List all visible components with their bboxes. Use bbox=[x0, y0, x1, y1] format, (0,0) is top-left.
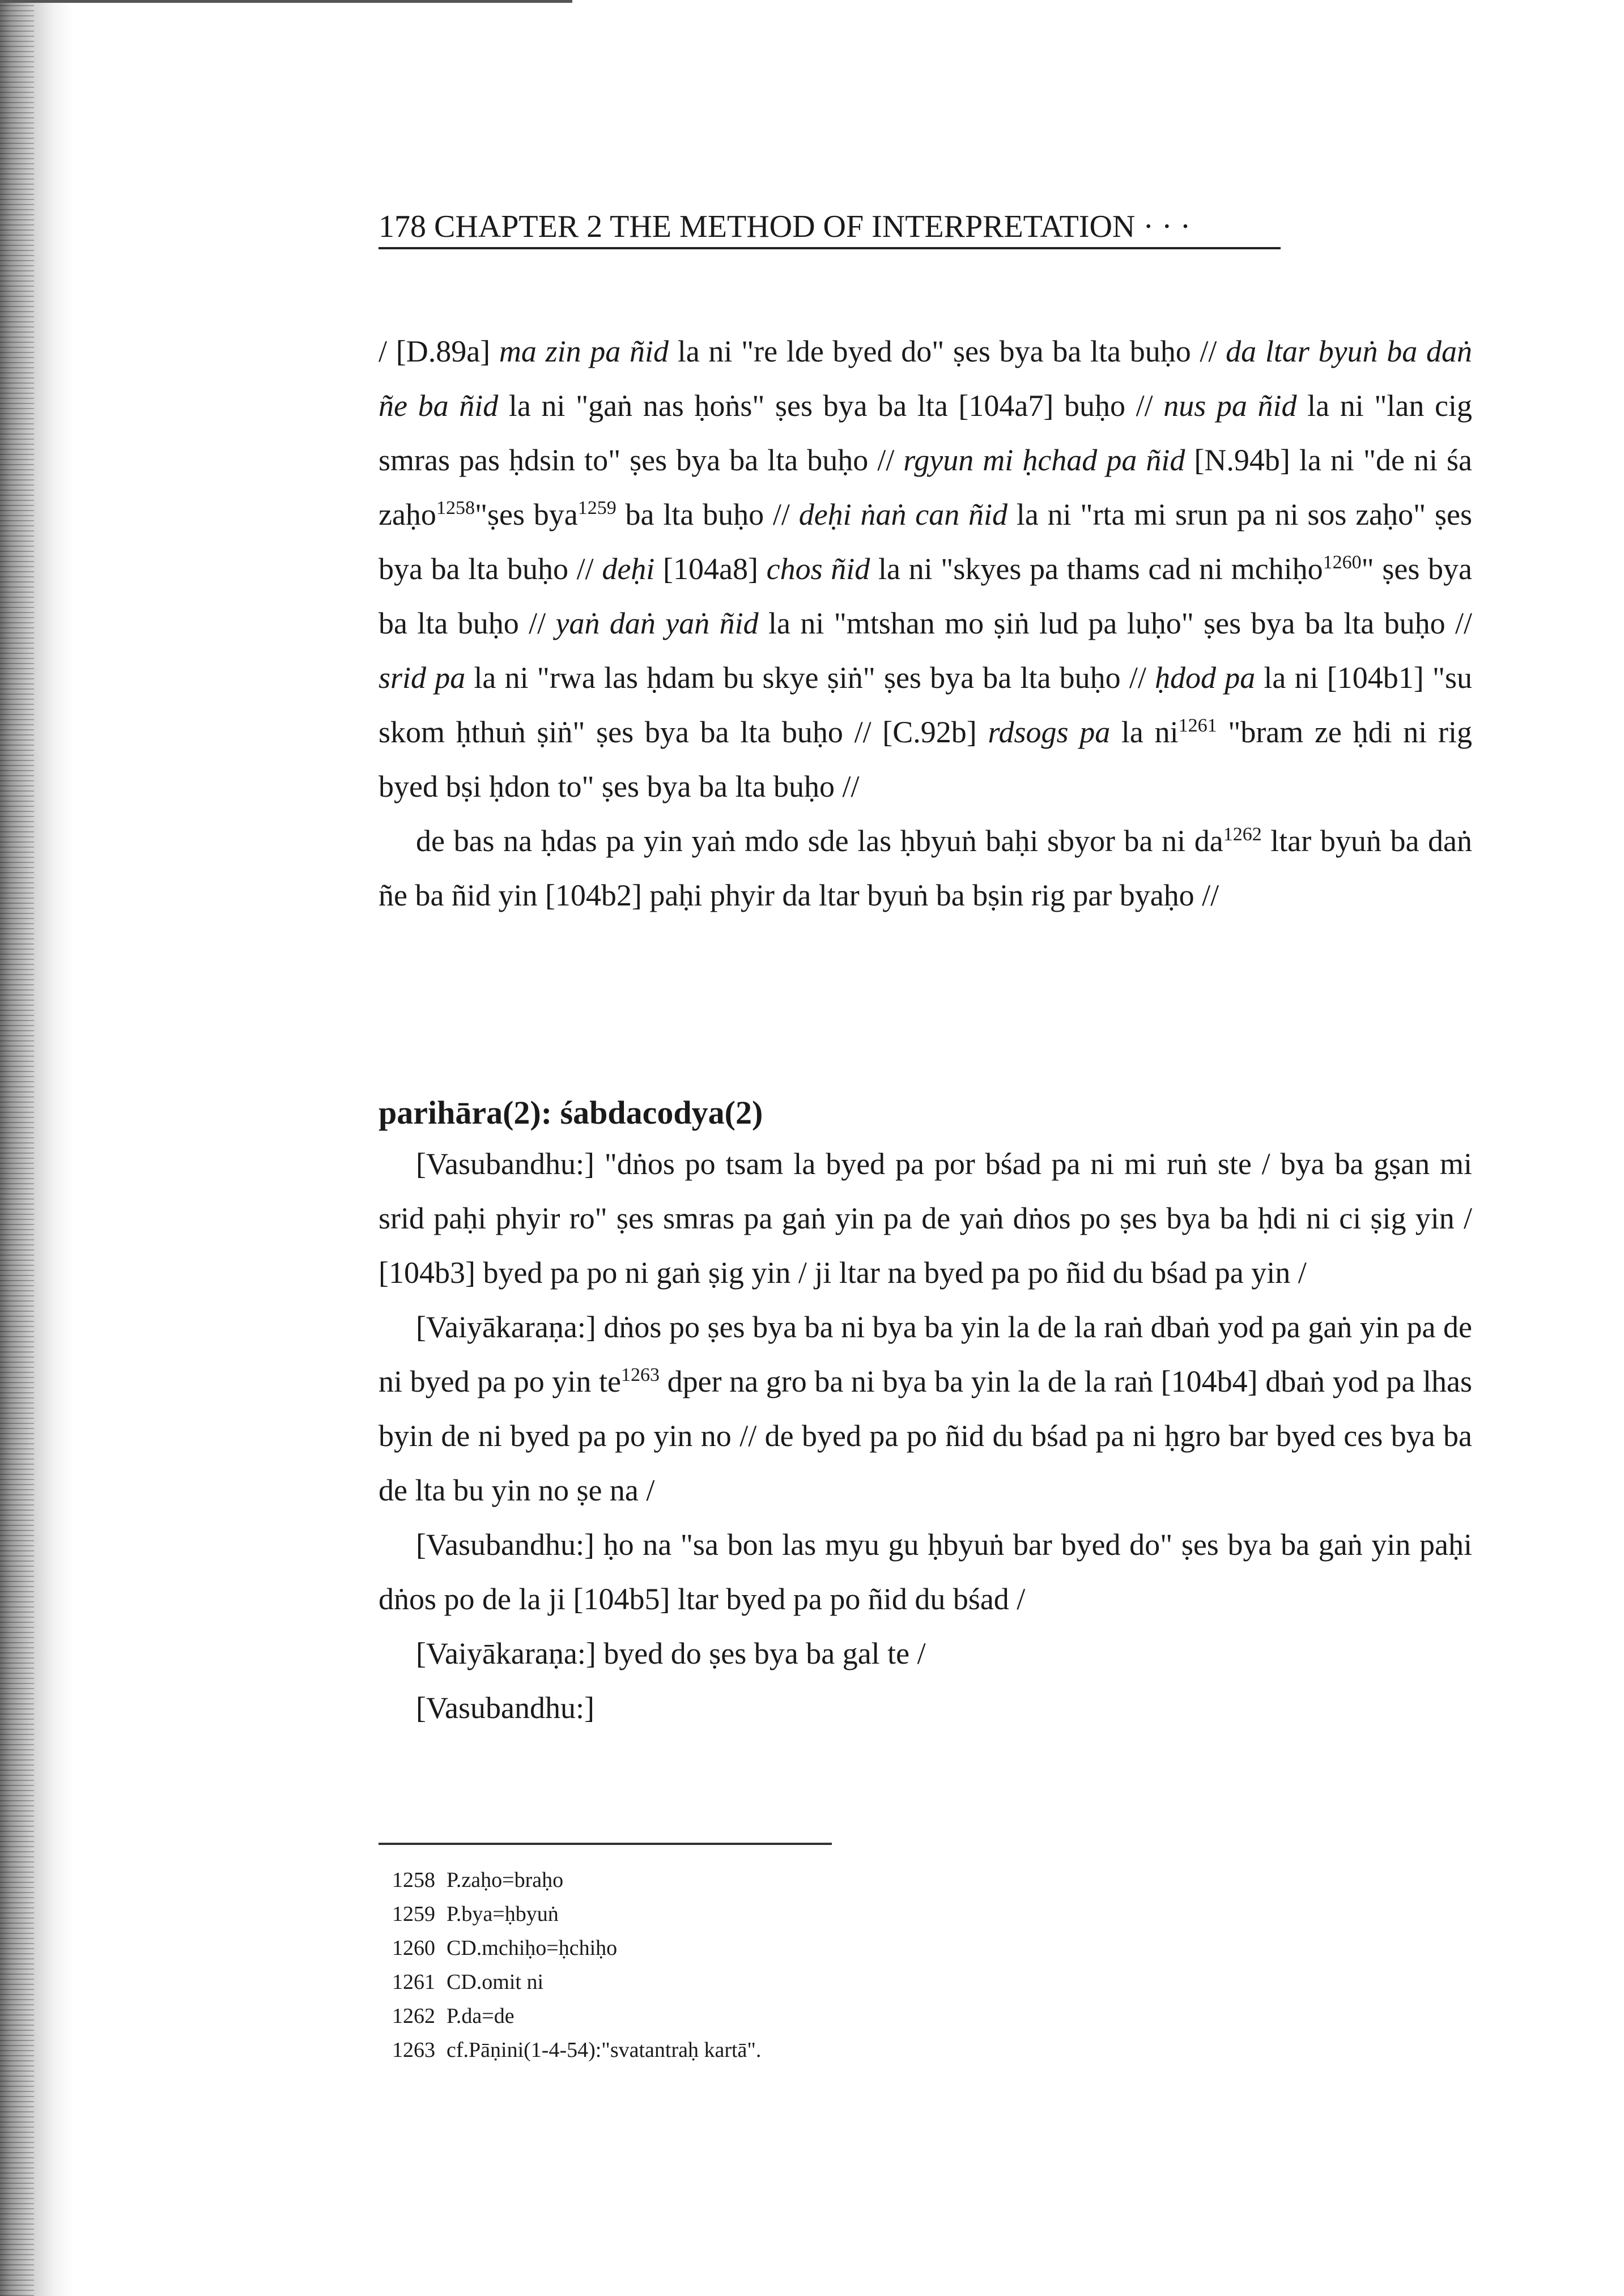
footnote-ref-1262[interactable]: 1262 bbox=[1223, 824, 1262, 845]
body-text-bottom bbox=[379, 1137, 1472, 1735]
footnote-ref-1258[interactable]: 1258 bbox=[436, 498, 475, 518]
paragraph-4: [Vaiyākaraṇa:] dṅos po ṣes bya ba ni bya ba yin la de la raṅ dbaṅ yod pa gaṅ yin pa de ni byed pa po yin $te^{1263}$ dper na gro ba ni bya ba yin la de la raṅ [104b4] dbaṅ yod pa lhas byin de ni byed pa po yin no // de byed pa po ñid du bśad pa ni ḥgro bar byed ces bya ba de lta bu yin no ṣe na / bbox=[379, 1310, 1472, 1507]
scan-shadow-edge bbox=[0, 0, 74, 2296]
paragraph-3: [Vasubandhu:] "dṅos po tsam la byed pa por bśad pa ni mi ruṅ ste / bya ba gṣan mi srid paḥi phyir ro" ṣes smras pa gaṅ yin pa de yaṅ dṅos po ṣes bya ba ḥdi ni ci ṣig yin / [104b3] byed pa po ni gaṅ ṣig yin / ji ltar na byed pa po ñid du bśad pa yin / bbox=[379, 1147, 1472, 1290]
footnote-divider bbox=[379, 1843, 832, 1845]
scan-corner-mark bbox=[0, 0, 572, 25]
footnote-1259: 1259 P.bya=ḥbyuṅ bbox=[392, 1902, 559, 1926]
footnote-1262: 1262 P.da=de bbox=[392, 2004, 515, 2028]
paragraph-1: / [D.89a] ma zin pa ñid la ni "re lde byed do" ṣes bya ba lta buḥo // da ltar byuṅ ba daṅ ñe ba ñid la ni "gaṅ nas ḥoṅs" ṣes bya ba lta [104a7] buḥo // nus pa ñid la ni "lan cig smras pas ḥdsin to" ṣes bya ba lta buḥo // rgyun mi ḥchad pa ñid [N.94b] la ni "de ni śa zaḥo$^{1258}$"ṣes bya$^{1259}$ ba lta buḥo // deḥi ṅaṅ can ñid la ni "rta mi srun pa ni sos zaḥo" ṣes bya ba lta buḥo // deḥi [104a8] chos ñid la ni "skyes pa thams cad ni mchiḥo$^{1260}$" ṣes bya ba lta buḥo // yaṅ daṅ yaṅ ñid la ni "mtshan mo ṣiṅ lud pa luḥo" ṣes bya ba lta buḥo // srid pa la ni "rwa las ḥdam bu skye ṣiṅ" ṣes bya ba lta buḥo // ḥdod pa la ni [104b1] "su skom ḥthuṅ ṣiṅ" ṣes bya ba lta buḥo // [C.92b] rdsogs pa la $ni^{1261}$ "bram ze ḥdi ni rig byed bṣi ḥdon to" ṣes bya ba lta buḥo // bbox=[379, 334, 1473, 803]
body-text-top bbox=[379, 324, 1472, 922]
footnotes bbox=[392, 1863, 761, 2067]
paragraph-7: [Vasubandhu:] bbox=[416, 1691, 594, 1725]
paragraph-2: de bas na ḥdas pa yin yaṅ mdo sde las ḥbyuṅ baḥi sbyor ba ni $da^{1262}$ ltar byuṅ ba daṅ ñe ba ñid yin [104b2] paḥi phyir da ltar byuṅ ba bṣin rig par byaḥo // bbox=[379, 824, 1472, 912]
section-heading: parihāra(2): śabdacodya(2) bbox=[379, 1094, 763, 1131]
footnote-ref-1261[interactable]: 1261 bbox=[1178, 715, 1217, 736]
footnote-1261: 1261 CD.omit ni bbox=[392, 1970, 544, 1994]
footnote-1258: 1258 P.zaḥo=braḥo bbox=[392, 1868, 564, 1892]
footnote-ref-1259[interactable]: 1259 bbox=[577, 498, 617, 518]
footnote-1260: 1260 CD.mchiḥo=ḥchiḥo bbox=[392, 1936, 618, 1960]
footnote-ref-1260[interactable]: 1260 bbox=[1323, 552, 1362, 573]
running-head: 178 CHAPTER 2 THE METHOD OF INTERPRETATION · · · bbox=[379, 209, 1281, 249]
footnote-ref-1263[interactable]: 1263 bbox=[620, 1364, 660, 1385]
paragraph-6: [Vaiyākaraṇa:] byed do ṣes bya ba gal te / bbox=[416, 1636, 926, 1670]
footnote-1263: 1263 cf.Pāṇini(1-4-54):"svatantraḥ kartā". bbox=[392, 2038, 762, 2062]
paragraph-5: [Vasubandhu:] ḥo na "sa bon las myu gu ḥbyuṅ bar byed do" ṣes bya ba gaṅ yin paḥi dṅos po de la ji [104b5] ltar byed pa po ñid du bśad / bbox=[379, 1528, 1472, 1616]
